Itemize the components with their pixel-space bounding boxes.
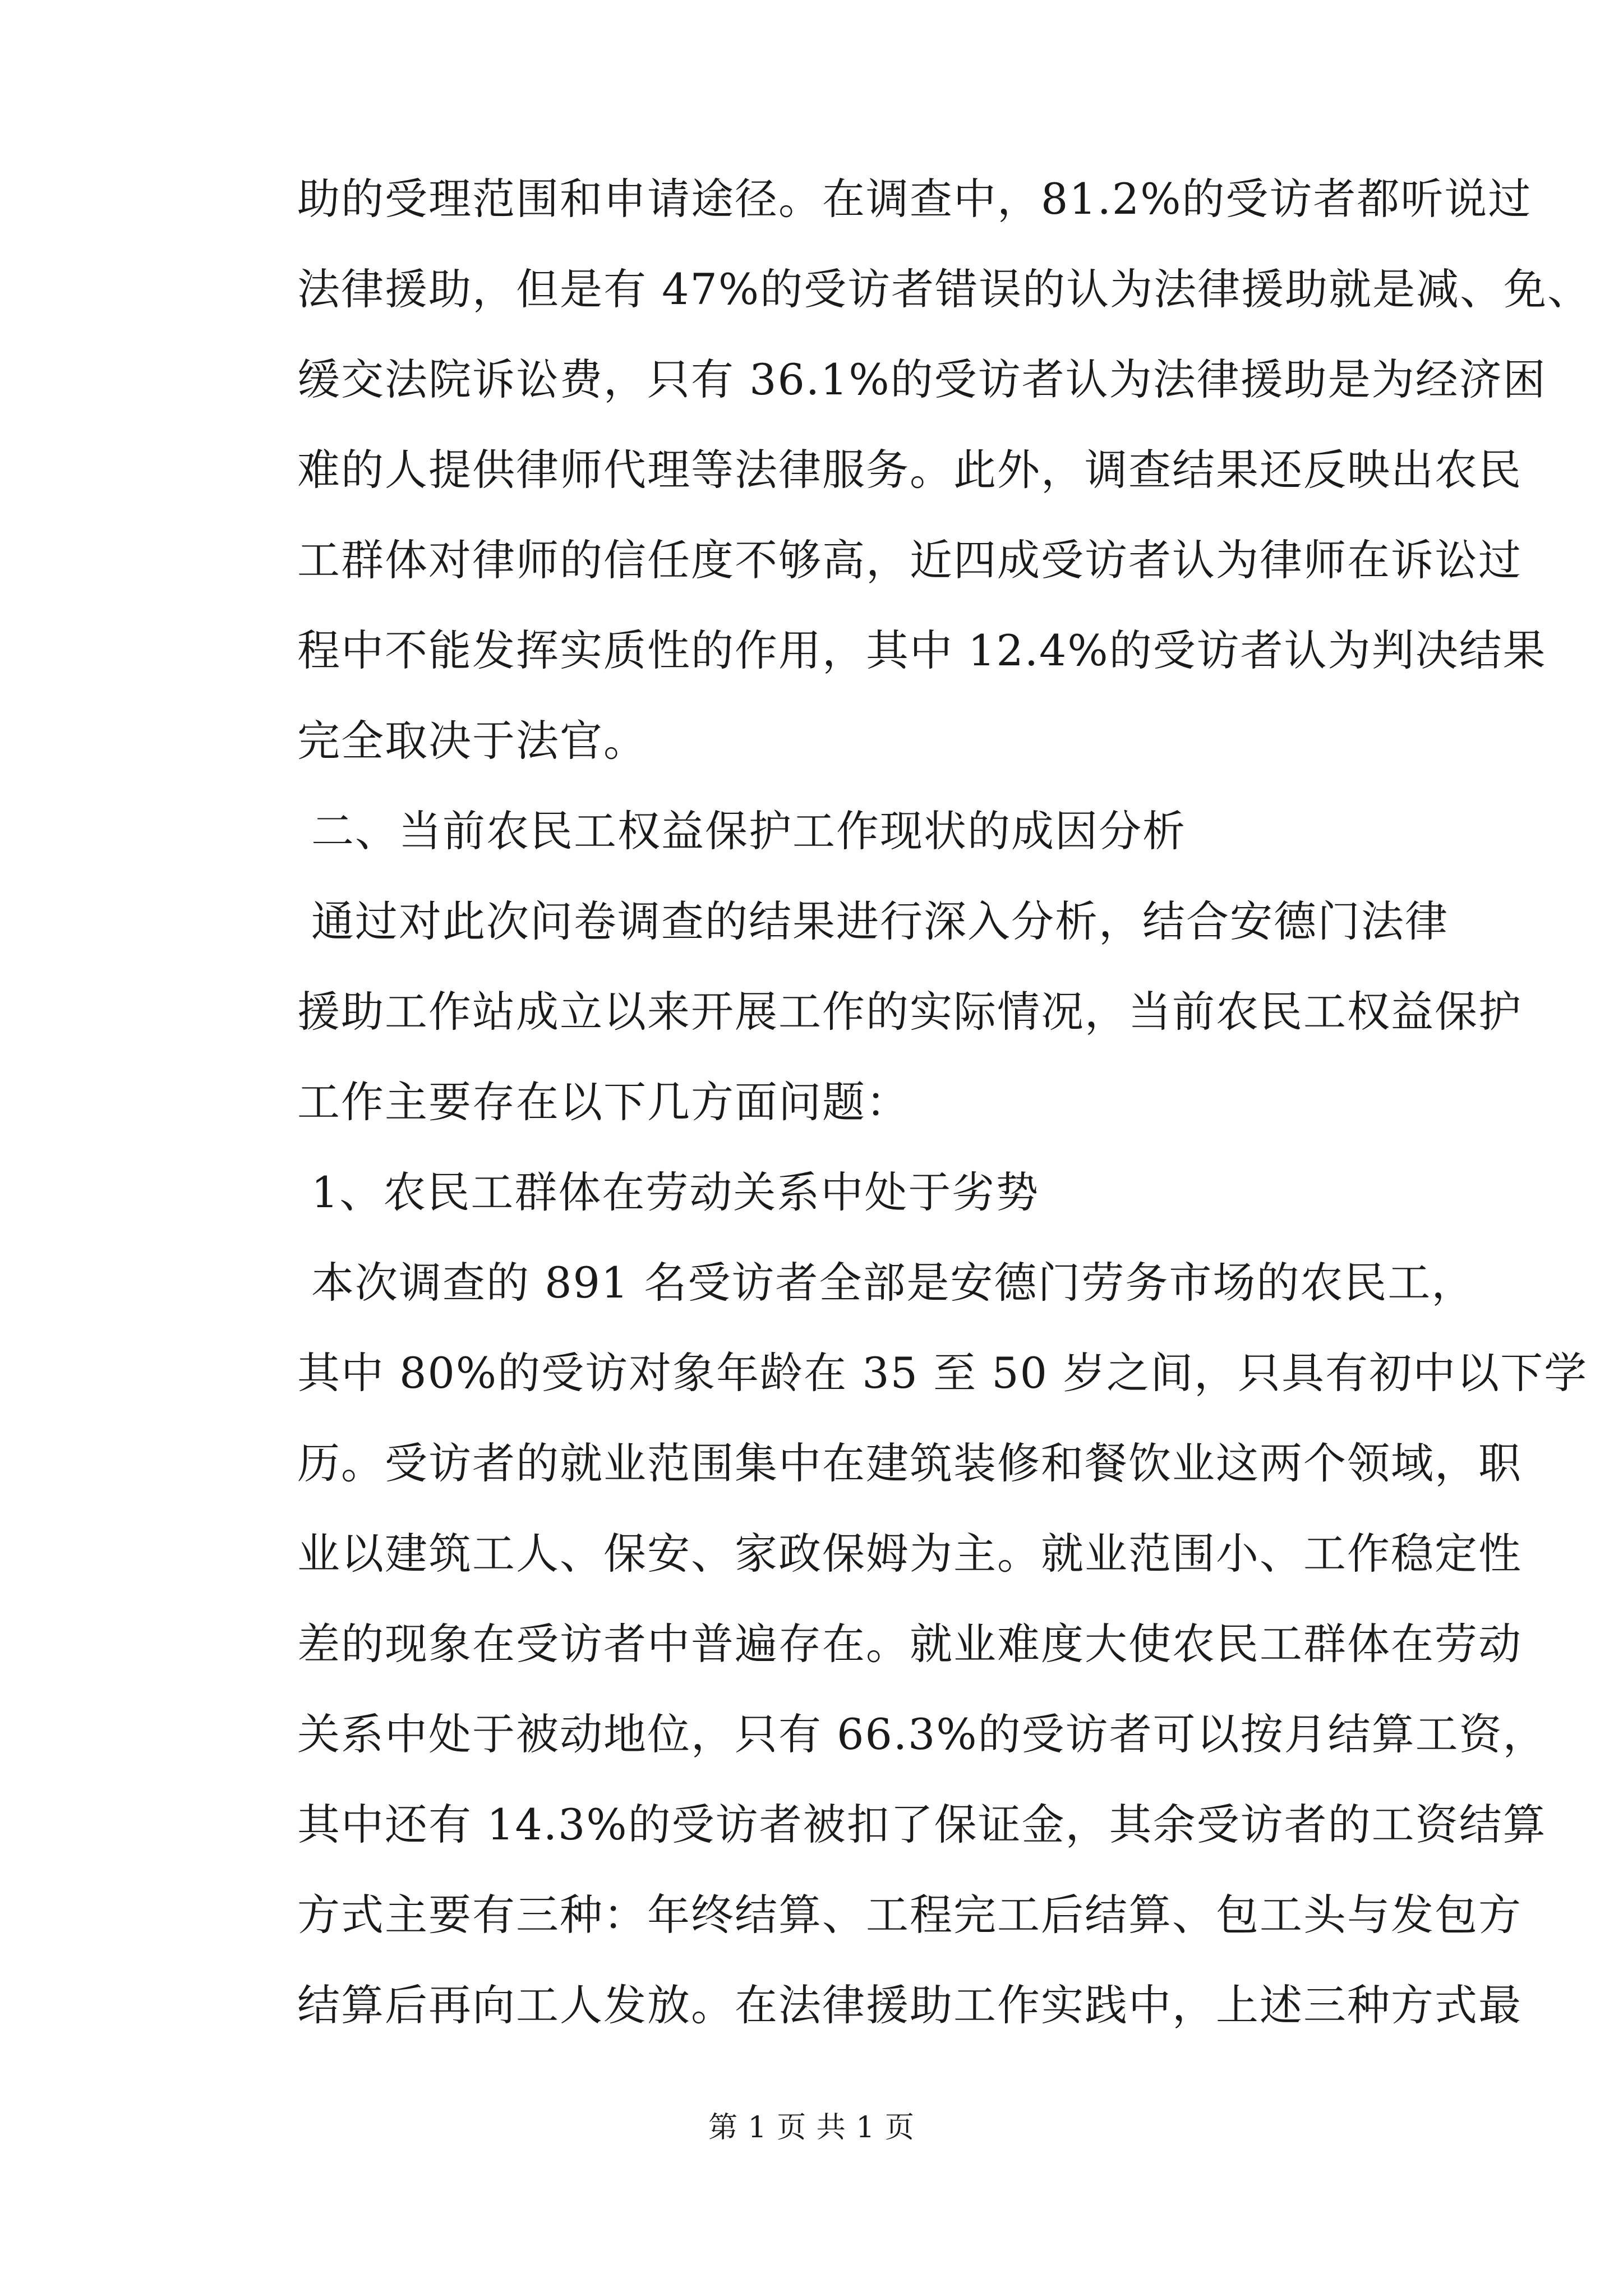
- line-text: 工作主要存在以下几方面问题：: [297, 1077, 910, 1127]
- line-text: 结算后再向工人发放。在法律援助工作实践中，上述三种方式最: [297, 1980, 1522, 2030]
- text-line: [0, 1977, 1623, 2033]
- text-line: [0, 352, 1623, 408]
- text-line: [0, 171, 1623, 227]
- line-text: 业以建筑工人、保安、家政保姆为主。就业范围小、工作稳定性: [297, 1529, 1522, 1579]
- line-text: 助的受理范围和申请途径。在调查中，81.2%的受访者都听说过: [297, 174, 1532, 224]
- line-text: 难的人提供律师代理等法律服务。此外，调查结果还反映出农民: [297, 445, 1522, 495]
- text-line: [0, 1797, 1623, 1853]
- line-text: 其中 80%的受访对象年龄在 35 至 50 岁之间，只具有初中以下学: [297, 1348, 1588, 1398]
- text-line: [0, 1616, 1623, 1672]
- line-text: 差的现象在受访者中普遍存在。就业难度大使农民工群体在劳动: [297, 1619, 1522, 1669]
- text-line: [0, 1435, 1623, 1492]
- line-text: 历。受访者的就业范围集中在建筑装修和餐饮业这两个领域，职: [297, 1438, 1522, 1488]
- text-line: [0, 1074, 1623, 1130]
- text-line: [0, 894, 1623, 950]
- text-line: [0, 442, 1623, 498]
- text-line: [0, 1526, 1623, 1582]
- text-line: [0, 1255, 1623, 1311]
- section-heading: [0, 803, 1623, 859]
- line-text: 援助工作站成立以来开展工作的实际情况，当前农民工权益保护: [297, 987, 1522, 1037]
- line-text: 方式主要有三种：年终结算、工程完工后结算、包工头与发包方: [297, 1890, 1522, 1940]
- text-line: [0, 1345, 1623, 1401]
- line-text: 本次调查的 891 名受访者全部是安德门劳务市场的农民工，: [311, 1258, 1476, 1308]
- subsection-heading: [0, 1165, 1623, 1221]
- text-line: [0, 713, 1623, 769]
- line-text: 法律援助，但是有 47%的受访者错误的认为法律援助就是减、免、: [297, 264, 1592, 314]
- section-heading-text: 二、当前农民工权益保护工作现状的成因分析: [311, 806, 1186, 856]
- line-text: 工群体对律师的信任度不够高，近四成受访者认为律师在诉讼过: [297, 535, 1522, 585]
- line-text: 其中还有 14.3%的受访者被扣了保证金，其余受访者的工资结算: [297, 1800, 1547, 1849]
- text-line: [0, 1887, 1623, 1943]
- line-text: 通过对此次问卷调查的结果进行深入分析，结合安德门法律: [311, 896, 1449, 946]
- line-text: 完全取决于法官。: [297, 716, 647, 766]
- page-footer: 第 1 页 共 1 页: [708, 2111, 915, 2145]
- line-text: 缓交法院诉讼费，只有 36.1%的受访者认为法律援助是为经济困: [297, 355, 1547, 404]
- text-line: [0, 532, 1623, 588]
- line-text: 程中不能发挥实质性的作用，其中 12.4%的受访者认为判决结果: [297, 625, 1547, 675]
- text-line: [0, 984, 1623, 1040]
- text-line: [0, 1706, 1623, 1763]
- text-line: [0, 261, 1623, 318]
- line-text: 关系中处于被动地位，只有 66.3%的受访者可以按月结算工资，: [297, 1709, 1547, 1759]
- subsection-heading-text: 1、农民工群体在劳动关系中处于劣势: [311, 1167, 1040, 1217]
- text-line: [0, 623, 1623, 679]
